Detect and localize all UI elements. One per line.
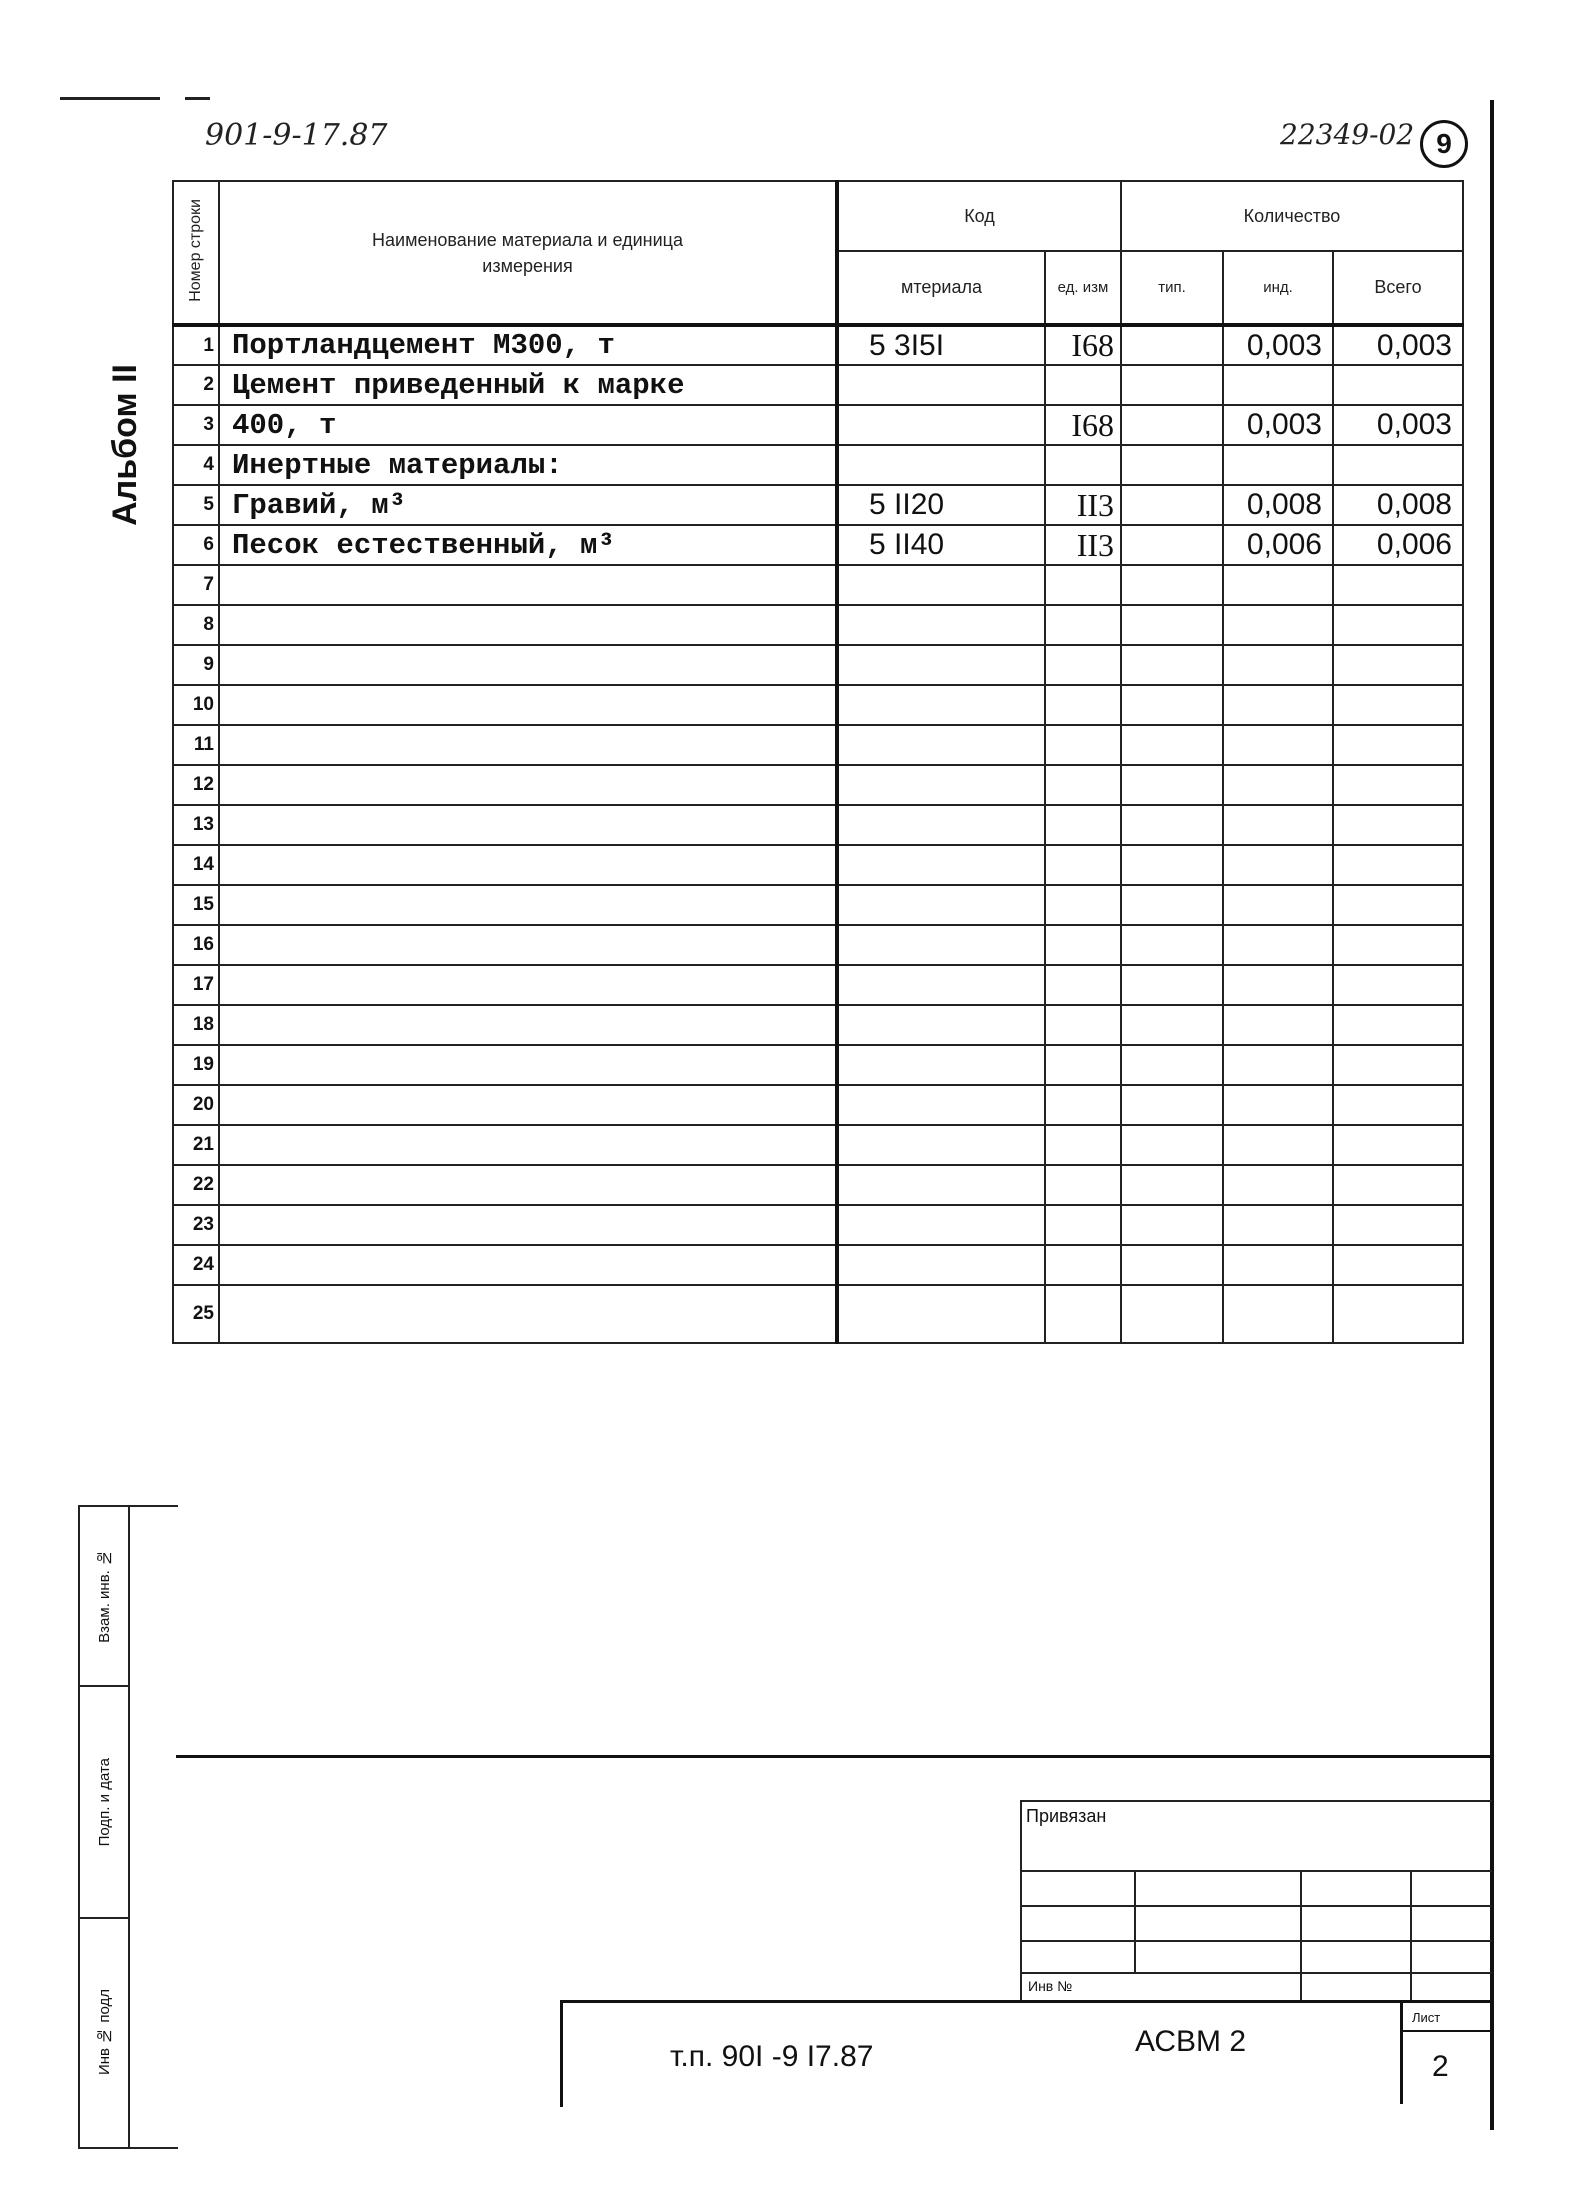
material-code (837, 645, 1045, 685)
table-row (173, 925, 1463, 965)
material-code (837, 405, 1045, 445)
header-quantity-group: Количество (1121, 181, 1463, 251)
material-code (837, 1045, 1045, 1085)
table-row (173, 805, 1463, 845)
qty-ind (1223, 925, 1333, 965)
unit-code (1045, 645, 1121, 685)
qty-ind (1223, 1205, 1333, 1245)
qty-typ (1121, 1205, 1223, 1245)
table-row (173, 885, 1463, 925)
qty-total (1333, 965, 1463, 1005)
material-name: Гравий, м³ (219, 485, 837, 525)
table-row (173, 965, 1463, 1005)
material-name (219, 845, 837, 885)
side-cell-vzam: Взам. инв. № (80, 1507, 128, 1687)
qty-typ (1121, 1165, 1223, 1205)
material-code (837, 1165, 1045, 1205)
qty-total: 0,003 (1333, 325, 1463, 365)
material-code (837, 445, 1045, 485)
material-code (837, 765, 1045, 805)
table-row (173, 365, 1463, 405)
table-row (173, 405, 1463, 445)
table-bottom-line (176, 1755, 1491, 1758)
qty-typ (1121, 405, 1223, 445)
qty-total (1333, 1205, 1463, 1245)
qty-total (1333, 1005, 1463, 1045)
row-number: 22 (173, 1165, 219, 1205)
row-number: 11 (173, 725, 219, 765)
material-code: 5 II20 (837, 485, 1045, 525)
qty-typ (1121, 1005, 1223, 1045)
material-code (837, 605, 1045, 645)
qty-typ (1121, 685, 1223, 725)
unit-code (1045, 1245, 1121, 1285)
inv-number-label: Инв № (1028, 1978, 1073, 1994)
table-row (173, 1045, 1463, 1085)
qty-total (1333, 1285, 1463, 1343)
qty-total (1333, 565, 1463, 605)
qty-total: 0,006 (1333, 525, 1463, 565)
top-rule-dash (185, 97, 210, 100)
qty-typ (1121, 445, 1223, 485)
unit-code (1045, 365, 1121, 405)
material-name (219, 1165, 837, 1205)
table-row (173, 1125, 1463, 1165)
material-name (219, 1085, 837, 1125)
unit-code (1045, 965, 1121, 1005)
header-code-material: мтериала (837, 251, 1045, 325)
material-name (219, 1205, 837, 1245)
qty-ind (1223, 685, 1333, 725)
album-side-label (95, 330, 155, 560)
qty-total (1333, 805, 1463, 845)
qty-total (1333, 1045, 1463, 1085)
unit-code (1045, 565, 1121, 605)
qty-ind (1223, 965, 1333, 1005)
row-number: 23 (173, 1205, 219, 1245)
table-row (173, 645, 1463, 685)
material-code (837, 1085, 1045, 1125)
qty-total (1333, 725, 1463, 765)
qty-typ (1121, 925, 1223, 965)
material-name: Инертные материалы: (219, 445, 837, 485)
table-row (173, 525, 1463, 565)
qty-typ (1121, 885, 1223, 925)
qty-ind (1223, 365, 1333, 405)
row-number: 20 (173, 1085, 219, 1125)
row-number: 24 (173, 1245, 219, 1285)
material-code (837, 365, 1045, 405)
album-label-text: Альбом II (105, 364, 144, 526)
qty-ind (1223, 1245, 1333, 1285)
row-number: 10 (173, 685, 219, 725)
material-name (219, 645, 837, 685)
material-name (219, 805, 837, 845)
material-name (219, 1045, 837, 1085)
header-material-name: Наименование материала и единица измерения (219, 181, 837, 325)
qty-ind (1223, 565, 1333, 605)
qty-total (1333, 685, 1463, 725)
qty-typ (1121, 805, 1223, 845)
row-number: 4 (173, 445, 219, 485)
row-number: 19 (173, 1045, 219, 1085)
qty-ind (1223, 805, 1333, 845)
material-code (837, 885, 1045, 925)
material-code (837, 1125, 1045, 1165)
unit-code: I68 (1045, 325, 1121, 365)
table-row (173, 325, 1463, 365)
qty-total (1333, 885, 1463, 925)
unit-code (1045, 445, 1121, 485)
unit-code: II3 (1045, 485, 1121, 525)
privyazan-label: Привязан (1026, 1806, 1107, 1826)
unit-code (1045, 1165, 1121, 1205)
qty-ind (1223, 765, 1333, 805)
qty-ind: 0,003 (1223, 405, 1333, 445)
unit-code (1045, 805, 1121, 845)
material-name (219, 1245, 837, 1285)
qty-ind (1223, 1285, 1333, 1343)
qty-typ (1121, 485, 1223, 525)
qty-ind (1223, 605, 1333, 645)
qty-typ (1121, 565, 1223, 605)
qty-ind: 0,006 (1223, 525, 1333, 565)
material-code (837, 1005, 1045, 1045)
qty-ind (1223, 845, 1333, 885)
header-qty-typ: тип. (1121, 251, 1223, 325)
qty-ind: 0,003 (1223, 325, 1333, 365)
qty-ind: 0,008 (1223, 485, 1333, 525)
material-name (219, 565, 837, 605)
qty-typ (1121, 765, 1223, 805)
qty-total (1333, 1125, 1463, 1165)
qty-typ (1121, 365, 1223, 405)
qty-ind (1223, 1125, 1333, 1165)
sheet-label: Лист (1412, 2010, 1441, 2025)
unit-code (1045, 1205, 1121, 1245)
row-number: 17 (173, 965, 219, 1005)
material-code (837, 565, 1045, 605)
qty-typ (1121, 645, 1223, 685)
privyazan-block (1020, 1800, 1492, 2002)
unit-code (1045, 1005, 1121, 1045)
qty-typ (1121, 845, 1223, 885)
unit-code (1045, 885, 1121, 925)
qty-typ (1121, 1045, 1223, 1085)
row-number: 9 (173, 645, 219, 685)
tp-number: т.п. 90I -9 I7.87 (670, 2040, 874, 2073)
table-row (173, 765, 1463, 805)
qty-typ (1121, 525, 1223, 565)
row-number: 2 (173, 365, 219, 405)
qty-total: 0,008 (1333, 485, 1463, 525)
material-code (837, 925, 1045, 965)
table-row (173, 605, 1463, 645)
table-row (173, 1245, 1463, 1285)
materials-table-body (173, 325, 1463, 1343)
material-name (219, 1285, 837, 1343)
materials-table (172, 180, 1464, 1344)
sheet-number: 2 (1432, 2050, 1449, 2083)
qty-typ (1121, 325, 1223, 365)
row-number: 14 (173, 845, 219, 885)
qty-typ (1121, 965, 1223, 1005)
qty-typ (1121, 1285, 1223, 1343)
qty-total: 0,003 (1333, 405, 1463, 445)
row-number: 1 (173, 325, 219, 365)
qty-ind (1223, 1085, 1333, 1125)
table-row (173, 565, 1463, 605)
material-name (219, 1125, 837, 1165)
row-number: 3 (173, 405, 219, 445)
material-code (837, 965, 1045, 1005)
table-row (173, 445, 1463, 485)
material-code (837, 725, 1045, 765)
table-row (173, 685, 1463, 725)
material-name (219, 885, 837, 925)
unit-code (1045, 1285, 1121, 1343)
side-cell-inv: Инв № подл (95, 1988, 113, 2075)
material-name (219, 725, 837, 765)
table-row (173, 725, 1463, 765)
qty-ind (1223, 725, 1333, 765)
material-code (837, 805, 1045, 845)
row-number: 15 (173, 885, 219, 925)
unit-code (1045, 925, 1121, 965)
material-code (837, 685, 1045, 725)
side-strip-divider (128, 1507, 130, 2147)
side-signature-strip (78, 1505, 178, 2149)
material-code: 5 3I5I (837, 325, 1045, 365)
unit-code (1045, 765, 1121, 805)
unit-code (1045, 1125, 1121, 1165)
sheet-divider (1400, 2030, 1490, 2032)
doc-code-left: 901-9-17.87 (205, 118, 388, 153)
material-name: Песок естественный, м³ (219, 525, 837, 565)
row-number: 25 (173, 1285, 219, 1343)
qty-typ (1121, 605, 1223, 645)
material-name (219, 765, 837, 805)
row-number: 18 (173, 1005, 219, 1045)
album-code: АСВМ 2 (1135, 2025, 1247, 2058)
qty-ind (1223, 445, 1333, 485)
page-circle-number: 9 (1420, 120, 1468, 168)
qty-total (1333, 605, 1463, 645)
top-rule (60, 97, 160, 100)
unit-code (1045, 685, 1121, 725)
table-row (173, 1285, 1463, 1343)
header-qty-ind: инд. (1223, 251, 1333, 325)
qty-typ (1121, 1245, 1223, 1285)
material-name (219, 965, 837, 1005)
qty-total (1333, 845, 1463, 885)
side-cell-podp: Подп. и дата (80, 1687, 128, 1919)
material-name (219, 925, 837, 965)
qty-total (1333, 645, 1463, 685)
table-row (173, 1165, 1463, 1205)
material-code (837, 1245, 1045, 1285)
qty-total (1333, 765, 1463, 805)
doc-code-right: 22349-02 (1280, 118, 1415, 151)
row-number: 13 (173, 805, 219, 845)
qty-ind (1223, 1165, 1333, 1205)
row-number: 16 (173, 925, 219, 965)
row-number: 6 (173, 525, 219, 565)
unit-code (1045, 1045, 1121, 1085)
unit-code (1045, 605, 1121, 645)
row-number: 12 (173, 765, 219, 805)
material-name (219, 1005, 837, 1045)
qty-typ (1121, 1085, 1223, 1125)
unit-code: II3 (1045, 525, 1121, 565)
row-number: 21 (173, 1125, 219, 1165)
material-name: 400, т (219, 405, 837, 445)
unit-code (1045, 725, 1121, 765)
qty-total (1333, 445, 1463, 485)
unit-code (1045, 1085, 1121, 1125)
table-row (173, 1085, 1463, 1125)
qty-typ (1121, 725, 1223, 765)
table-row (173, 1205, 1463, 1245)
qty-total (1333, 925, 1463, 965)
material-name (219, 605, 837, 645)
qty-total (1333, 365, 1463, 405)
qty-ind (1223, 1045, 1333, 1085)
qty-ind (1223, 885, 1333, 925)
qty-ind (1223, 1005, 1333, 1045)
header-qty-total: Всего (1333, 251, 1463, 325)
qty-typ (1121, 1125, 1223, 1165)
qty-total (1333, 1165, 1463, 1205)
row-number: 5 (173, 485, 219, 525)
qty-total (1333, 1245, 1463, 1285)
unit-code: I68 (1045, 405, 1121, 445)
material-name (219, 685, 837, 725)
unit-code (1045, 845, 1121, 885)
table-row (173, 485, 1463, 525)
material-code (837, 1205, 1045, 1245)
material-code: 5 II40 (837, 525, 1045, 565)
material-code (837, 1285, 1045, 1343)
qty-total (1333, 1085, 1463, 1125)
qty-ind (1223, 645, 1333, 685)
header-code-unit: ед. изм (1045, 251, 1121, 325)
material-name: Портландцемент М300, т (219, 325, 837, 365)
row-number: 8 (173, 605, 219, 645)
material-code (837, 845, 1045, 885)
header-row-number: Номер строки (173, 181, 219, 325)
row-number: 7 (173, 565, 219, 605)
material-name: Цемент приведенный к марке (219, 365, 837, 405)
table-row (173, 845, 1463, 885)
header-code-group: Код (837, 181, 1121, 251)
table-row (173, 1005, 1463, 1045)
